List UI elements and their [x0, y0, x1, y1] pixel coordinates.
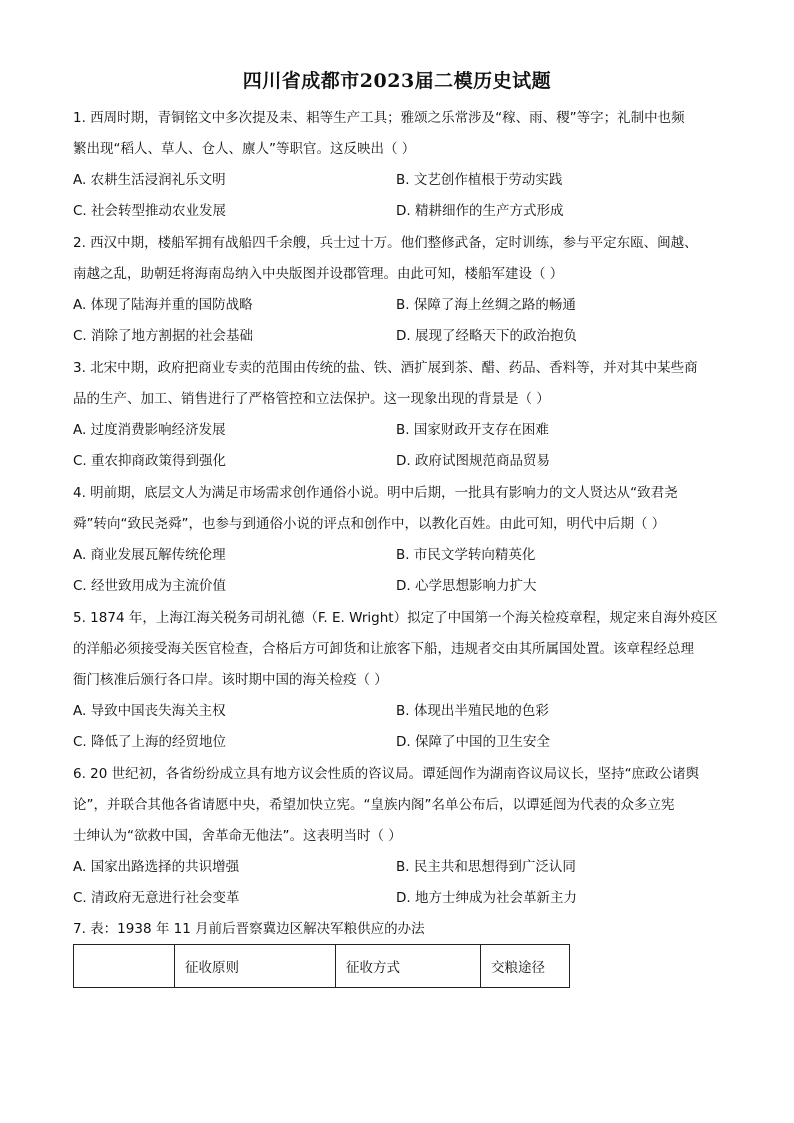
table-header-cell — [74, 945, 175, 988]
q4-option-b: B. 市民文学转向精英化 — [396, 547, 536, 563]
q7-table — [73, 944, 570, 988]
q3-option-d: D. 政府试图规范商品贸易 — [396, 453, 550, 469]
q3-stem-line-1: 3. 北宋中期，政府把商业专卖的范围由传统的盐、铁、酒扩展到茶、醋、药品、香料等，并对其中某些商 — [73, 360, 698, 376]
q6-option-a: A. 国家出路选择的共识增强 — [73, 859, 240, 875]
q5-stem-line-3: 衙门核准后颁行各口岸。该时期中国的海关检疫（ ） — [73, 672, 388, 688]
q4-option-c: C. 经世致用成为主流价值 — [73, 578, 227, 594]
q5-option-d: D. 保障了中国的卫生安全 — [396, 734, 550, 750]
q3-option-a: A. 过度消费影响经济发展 — [73, 422, 226, 438]
q5-option-c: C. 降低了上海的经贸地位 — [73, 734, 227, 750]
table-header-row — [74, 945, 570, 988]
q1-stem-line-2: 繁出现“稻人、草人、仓人、廪人”等职官。这反映出（ ） — [73, 141, 416, 157]
q2-option-b: B. 保障了海上丝绸之路的畅通 — [396, 297, 576, 313]
q5-stem-line-2: 的洋船必须接受海关医官检查，合格后方可卸货和让旅客下船，违规者交由其所属国处置。该章程经总理 — [73, 641, 694, 657]
q1-option-b: B. 文艺创作植根于劳动实践 — [396, 172, 563, 188]
q6-option-c: C. 清政府无意进行社会变革 — [73, 890, 240, 906]
q2-option-d: D. 展现了经略天下的政治抱负 — [396, 328, 577, 344]
q2-stem-line-2: 南越之乱，助朝廷将海南岛纳入中央版图并设郡管理。由此可知，楼船军建设（ ） — [73, 266, 564, 282]
q7-stem-line-1: 7. 表：1938 年 11 月前后晋察冀边区解决军粮供应的办法 — [73, 921, 425, 937]
q6-stem-line-3: 士绅认为“欲救中国，舍革命无他法”。这表明当时（ ） — [73, 828, 402, 844]
q6-option-d: D. 地方士绅成为社会革新主力 — [396, 890, 577, 906]
q1-option-c: C. 社会转型推动农业发展 — [73, 203, 227, 219]
table-header-cell: 交粮途径 — [481, 945, 570, 988]
q3-option-b: B. 国家财政开支存在困难 — [396, 422, 549, 438]
q4-option-d: D. 心学思想影响力扩大 — [396, 578, 537, 594]
q2-option-a: A. 体现了陆海并重的国防战略 — [73, 297, 253, 313]
q1-stem-line-1: 1. 西周时期，青铜铭文中多次提及耒、耜等生产工具；雅颂之乐常涉及“稼、雨、稷”等字；礼制中也频 — [73, 110, 685, 126]
q4-stem-line-2: 舜”转向“致民尧舜”，也参与到通俗小说的评点和创作中，以教化百姓。由此可知，明代中后期（ ） — [73, 516, 666, 532]
table-header-cell: 征收原则 — [175, 945, 336, 988]
q3-stem-line-2: 品的生产、加工、销售进行了严格管控和立法保护。这一现象出现的背景是（ ） — [73, 391, 550, 407]
q1-option-a: A. 农耕生活浸润礼乐文明 — [73, 172, 226, 188]
q2-option-c: C. 消除了地方割据的社会基础 — [73, 328, 254, 344]
q6-stem-line-2: 论”，并联合其他各省请愿中央，希望加快立宪。“皇族内阁”名单公布后，以谭延闿为代表的众多立宪 — [73, 797, 675, 813]
q4-stem-line-1: 4. 明前期，底层文人为满足市场需求创作通俗小说。明中后期，一批具有影响力的文人贤达从“致君尧 — [73, 485, 678, 501]
q1-option-d: D. 精耕细作的生产方式形成 — [396, 203, 564, 219]
q5-option-a: A. 导致中国丧失海关主权 — [73, 703, 226, 719]
q4-option-a: A. 商业发展瓦解传统伦理 — [73, 547, 226, 563]
q6-option-b: B. 民主共和思想得到广泛认同 — [396, 859, 576, 875]
q3-option-c: C. 重农抑商政策得到强化 — [73, 453, 227, 469]
table-header-cell: 征收方式 — [336, 945, 481, 988]
q5-stem-line-1: 5. 1874 年，上海江海关税务司胡礼德（F. E. Wright）拟定了中国第一个海关检疫章程，规定来自海外疫区 — [73, 610, 718, 626]
page-title: 四川省成都市2023届二模历史试题 — [242, 70, 552, 92]
q5-option-b: B. 体现出半殖民地的色彩 — [396, 703, 549, 719]
q2-stem-line-1: 2. 西汉中期，楼船军拥有战船四千余艘，兵士过十万。他们整修武备，定时训练，参与平定东瓯、闽越、 — [73, 235, 698, 251]
q6-stem-line-1: 6. 20 世纪初，各省纷纷成立具有地方议会性质的咨议局。谭延闿作为湖南咨议局议长，坚持“庶政公诸舆 — [73, 766, 700, 782]
